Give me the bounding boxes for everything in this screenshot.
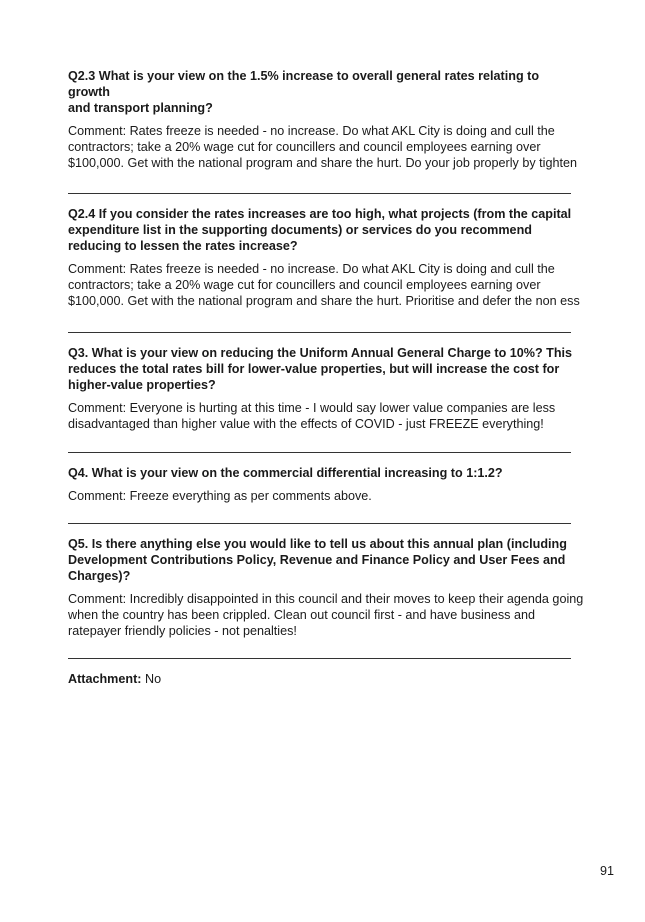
question-line: and transport planning? bbox=[68, 101, 213, 115]
question-line: Charges)? bbox=[68, 569, 131, 583]
section-divider bbox=[68, 193, 571, 194]
question-line: Q4. What is your view on the commercial differential increasing to 1:1.2? bbox=[68, 466, 503, 480]
comment-line: contractors; take a 20% wage cut for councillers and council employees earning over bbox=[68, 140, 541, 154]
question-line: Q5. Is there anything else you would like to tell us about this annual plan (including bbox=[68, 537, 567, 551]
comment-text bbox=[68, 123, 583, 171]
question-text bbox=[68, 206, 583, 254]
question-line: reduces the total rates bill for lower-value properties, but will increase the cost for bbox=[68, 362, 560, 376]
attachment-label: Attachment: bbox=[68, 672, 142, 686]
comment-line: Comment: Rates freeze is needed - no increase. Do what AKL City is doing and cull the bbox=[68, 124, 555, 138]
question-line: reducing to lessen the rates increase? bbox=[68, 239, 298, 253]
question-section-q2-4 bbox=[68, 206, 583, 309]
question-section-q5 bbox=[68, 536, 583, 639]
comment-text bbox=[68, 400, 583, 432]
question-line: Q2.3 What is your view on the 1.5% increase to overall general rates relating to growth bbox=[68, 69, 540, 99]
question-line: Development Contributions Policy, Revenue and Finance Policy and User Fees and bbox=[68, 553, 566, 567]
comment-line: Comment: Freeze everything as per comments above. bbox=[68, 489, 372, 503]
question-text bbox=[68, 68, 583, 116]
question-text bbox=[68, 345, 583, 393]
comment-line: Comment: Rates freeze is needed - no increase. Do what AKL City is doing and cull the bbox=[68, 262, 555, 276]
section-divider bbox=[68, 523, 571, 524]
comment-line: $100,000. Get with the national program and share the hurt. Prioritise and defer the non ess bbox=[68, 294, 580, 308]
question-text bbox=[68, 536, 583, 584]
question-section-q3 bbox=[68, 345, 583, 432]
comment-line: Comment: Incredibly disappointed in this council and their moves to keep their agenda going bbox=[68, 592, 584, 606]
section-divider bbox=[68, 658, 571, 659]
section-divider bbox=[68, 332, 571, 333]
comment-text bbox=[68, 261, 583, 309]
question-line: higher-value properties? bbox=[68, 378, 216, 392]
question-section-q2-3 bbox=[68, 68, 583, 171]
page-number: 91 bbox=[599, 864, 614, 878]
document-body bbox=[68, 68, 583, 687]
comment-line: ratepayer friendly policies - not penalties! bbox=[68, 624, 297, 638]
comment-text bbox=[68, 488, 583, 504]
section-divider bbox=[68, 452, 571, 453]
question-line: Q2.4 If you consider the rates increases are too high, what projects (from the capital bbox=[68, 207, 572, 221]
question-text bbox=[68, 465, 583, 481]
question-line: expenditure list in the supporting documents) or services do you recommend bbox=[68, 223, 532, 237]
comment-text bbox=[68, 591, 583, 639]
comment-line: Comment: Everyone is hurting at this time - I would say lower value companies are less bbox=[68, 401, 556, 415]
question-section-q4 bbox=[68, 465, 583, 504]
comment-line: disadvantaged than higher value with the effects of COVID - just FREEZE everything! bbox=[68, 417, 544, 431]
comment-line: when the country has been crippled. Clean out council first - and have business and bbox=[68, 608, 535, 622]
comment-line: contractors; take a 20% wage cut for councillers and council employees earning over bbox=[68, 278, 541, 292]
attachment-line bbox=[68, 671, 583, 687]
question-line: Q3. What is your view on reducing the Uniform Annual General Charge to 10%? This bbox=[68, 346, 573, 360]
attachment-value: No bbox=[144, 672, 162, 686]
comment-line: $100,000. Get with the national program and share the hurt. Do your job properly by tighten bbox=[68, 156, 577, 170]
